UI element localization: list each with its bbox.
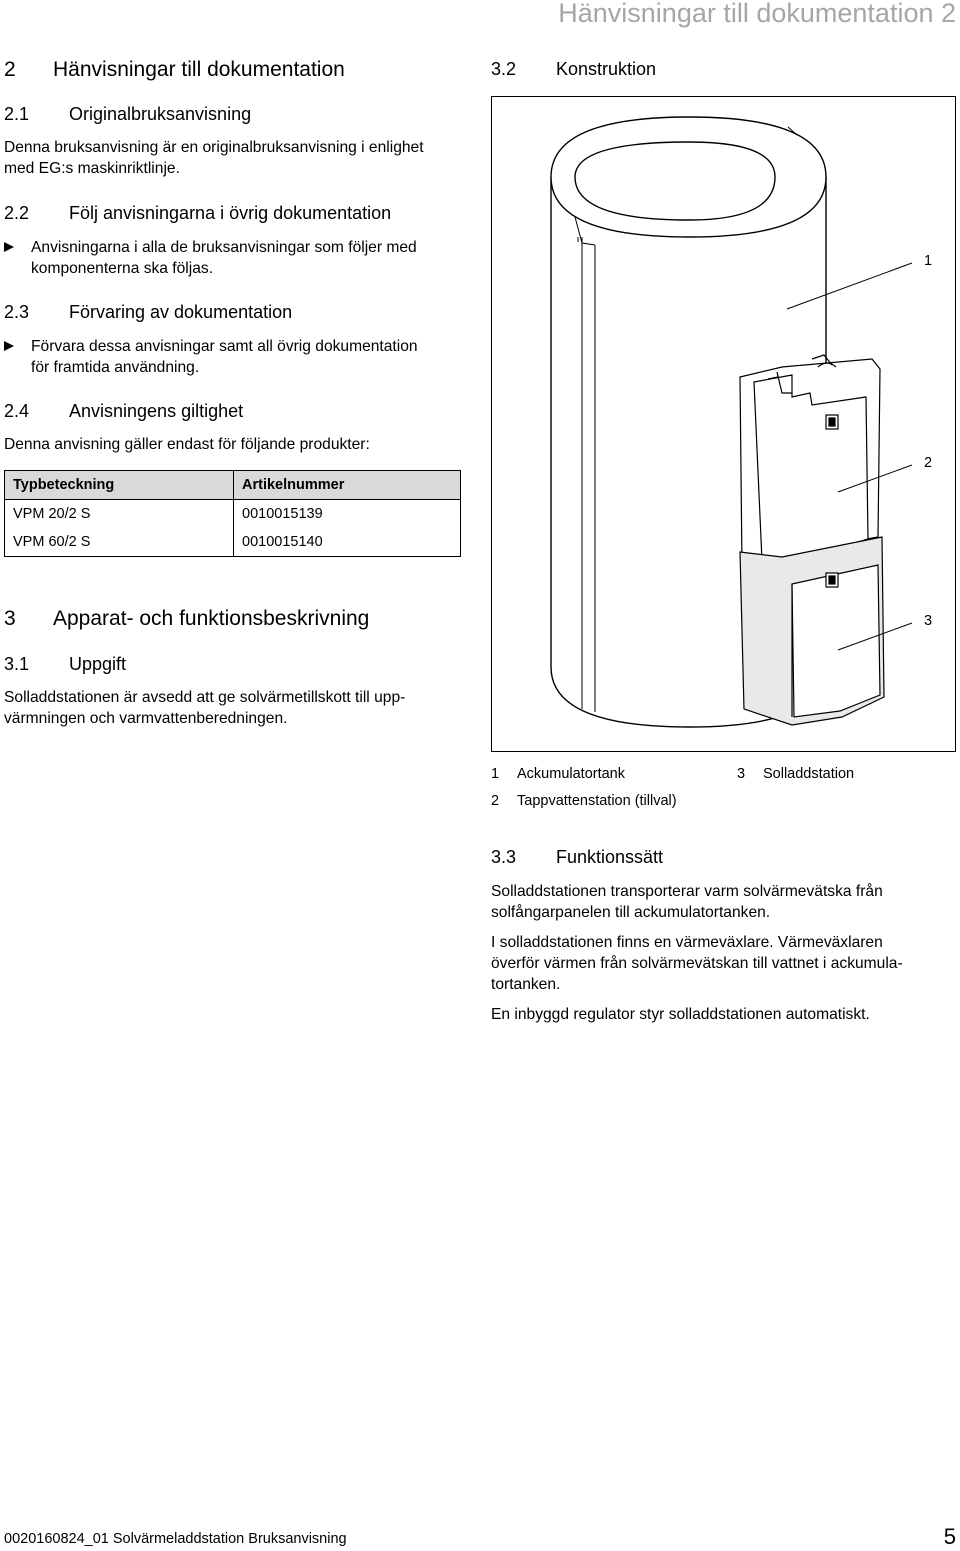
text-line: Solladdstationen transporterar varm solvärmevätska från <box>491 883 883 900</box>
subsection-title: Uppgift <box>69 654 127 674</box>
callout-1: 1 <box>924 253 933 269</box>
subsection-2-2-heading <box>4 203 464 224</box>
paragraph-3-1 <box>4 687 405 729</box>
text-line: Solladdstationen är avsedd att ge solvärmetillskott till upp- <box>4 689 406 706</box>
section-title: Hänvisningar till dokumentation <box>53 58 345 81</box>
subsection-number: 2.2 <box>4 203 30 223</box>
subsection-title: Funktionssätt <box>556 847 664 867</box>
paragraph-2-1 <box>4 137 424 179</box>
product-table <box>4 470 461 557</box>
table-cell: 0010015139 <box>234 500 461 529</box>
table-cell: 0010015140 <box>234 528 461 557</box>
legend-item-3 <box>737 766 855 782</box>
subsection-number: 2.1 <box>4 104 30 124</box>
legend-text: Solladdstation <box>763 766 855 782</box>
subsection-title: Följ anvisningarna i övrig dokumentation <box>69 203 392 223</box>
footer-document-id: 0020160824_01 Solvärmeladdstation Bruksanvisning <box>4 1531 347 1547</box>
text-line: Denna bruksanvisning är en originalbruksanvisning i enlighet <box>4 139 424 156</box>
subsection-title: Konstruktion <box>556 59 657 79</box>
bullet-2-2 <box>4 237 484 281</box>
paragraph-3-3-3: En inbyggd regulator styr solladdstationen automatiskt. <box>491 1006 870 1023</box>
subsection-3-1-heading <box>4 654 444 675</box>
text-line: solfångarpanelen till ackumulatortanken. <box>491 904 771 921</box>
subsection-number: 3.3 <box>491 847 517 867</box>
section-number: 3 <box>4 607 16 630</box>
subsection-number: 3.2 <box>491 59 517 79</box>
section-title: Apparat- och funktionsbeskrivning <box>53 607 370 630</box>
text-line: Förvara dessa anvisningar samt all övrig dokumentation <box>31 338 418 355</box>
bullet-triangle-icon <box>4 242 14 252</box>
subsection-3-3-heading <box>491 847 791 868</box>
running-header: Hänvisningar till dokumentation 2 <box>558 0 956 28</box>
legend-text: Ackumulatortank <box>517 766 625 782</box>
solar-charging-station <box>740 537 884 725</box>
table-header-row <box>5 471 461 500</box>
table-header-cell: Typbeteckning <box>5 471 234 500</box>
page-number: 5 <box>943 1524 956 1549</box>
bullet-triangle-icon <box>4 341 14 351</box>
subsection-3-2-heading <box>491 59 791 80</box>
paragraph-2-4: Denna anvisning gäller endast för följande produkter: <box>4 436 370 453</box>
callout-2: 2 <box>924 455 933 471</box>
callout-3: 3 <box>924 613 933 629</box>
table-header-cell: Artikelnummer <box>234 471 461 500</box>
subsection-title: Förvaring av dokumentation <box>69 302 293 322</box>
bullet-text <box>31 237 481 279</box>
section-2-heading <box>4 58 345 82</box>
bullet-2-3 <box>4 336 484 380</box>
text-line: för framtida användning. <box>31 359 200 376</box>
subsection-2-1-heading <box>4 104 444 125</box>
text-line: värmningen och varmvattenberedningen. <box>4 710 288 727</box>
legend-number: 3 <box>737 766 746 782</box>
subsection-number: 2.3 <box>4 302 30 322</box>
paragraph-3-3-2 <box>491 932 956 995</box>
legend-item-1 <box>491 766 625 782</box>
subsection-title: Originalbruksanvisning <box>69 104 252 124</box>
text-line: tortanken. <box>491 976 561 993</box>
text-line: med EG:s maskinriktlinje. <box>4 160 180 177</box>
legend-item-2 <box>491 793 677 809</box>
section-number: 2 <box>4 58 16 81</box>
text-line: komponenterna ska följas. <box>31 260 214 277</box>
text-line: överför värmen från solvärmevätskan till vattnet i ackumula- <box>491 955 903 972</box>
subsection-title: Anvisningens giltighet <box>69 401 244 421</box>
table-cell: VPM 20/2 S <box>5 500 234 529</box>
solar-station-illustration <box>492 97 955 751</box>
subsection-number: 3.1 <box>4 654 30 674</box>
subsection-number: 2.4 <box>4 401 30 421</box>
table-row <box>5 528 461 557</box>
subsection-2-3-heading <box>4 302 444 323</box>
legend-number: 2 <box>491 793 500 809</box>
legend-text: Tappvattenstation (tillval) <box>517 793 677 809</box>
table-cell: VPM 60/2 S <box>5 528 234 557</box>
table-row <box>5 500 461 529</box>
section-3-heading <box>4 607 370 631</box>
construction-figure <box>491 96 956 752</box>
paragraph-3-3-1 <box>491 881 956 923</box>
text-line: I solladdstationen finns en värmeväxlare. Värmeväxlaren <box>491 934 883 951</box>
text-line: Anvisningarna i alla de bruksanvisningar som följer med <box>31 239 417 256</box>
legend-number: 1 <box>491 766 500 782</box>
subsection-2-4-heading <box>4 401 444 422</box>
bullet-text <box>31 336 481 378</box>
